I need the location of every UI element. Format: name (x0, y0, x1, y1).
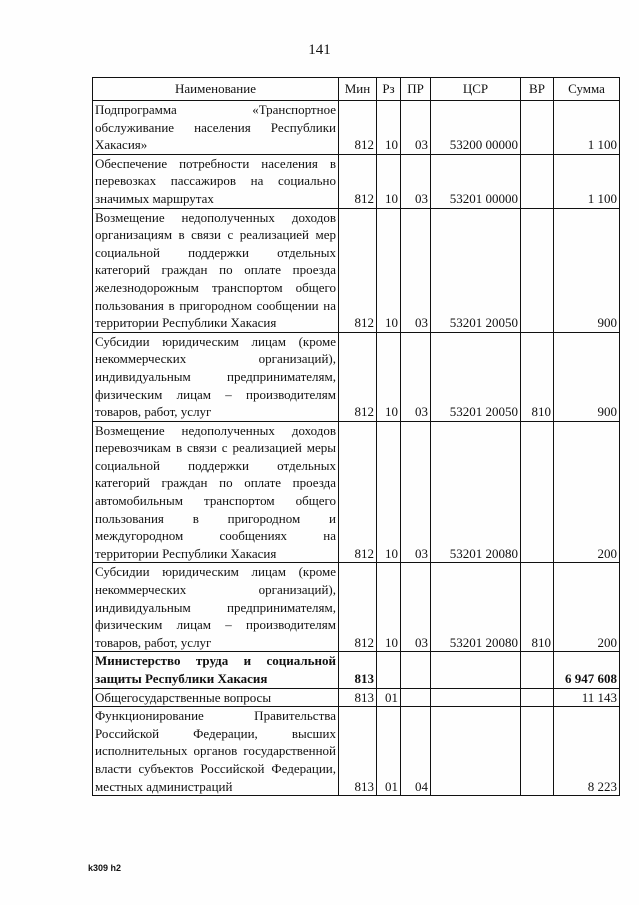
cell-name: Субсидии юридическим лицам (кроме некоммерческих организаций), индивидуальным предпринимателям, физическим лицам – производителям товаров, работ, услуг (93, 332, 339, 421)
table-row (93, 101, 620, 155)
table-row (93, 208, 620, 332)
cell-rz: 10 (377, 563, 401, 652)
cell-min: 812 (339, 332, 377, 421)
cell-name: Функционирование Правительства Российской Федерации, высших исполнительных органов государственной власти субъектов Российской Федерации, местных администраций (93, 707, 339, 796)
cell-sum: 200 (554, 421, 620, 563)
cell-vr: 810 (521, 332, 554, 421)
cell-name: Подпрограмма «Транспортное обслуживание населения Республики Хакасия» (93, 101, 339, 155)
table-row (93, 332, 620, 421)
cell-vr (521, 208, 554, 332)
cell-min: 812 (339, 154, 377, 208)
cell-min: 812 (339, 421, 377, 563)
header-sum: Сумма (554, 78, 620, 101)
cell-name: Субсидии юридическим лицам (кроме некоммерческих организаций), индивидуальным предпринимателям, физическим лицам – производителям товаров, работ, услуг (93, 563, 339, 652)
cell-min: 812 (339, 563, 377, 652)
cell-min: 813 (339, 652, 377, 688)
table-row (93, 563, 620, 652)
cell-csr: 53201 00000 (431, 154, 521, 208)
cell-csr (431, 707, 521, 796)
cell-csr: 53201 20080 (431, 563, 521, 652)
budget-table (92, 77, 620, 796)
header-min: Мин (339, 78, 377, 101)
cell-pr: 03 (401, 101, 431, 155)
cell-rz (377, 652, 401, 688)
cell-pr: 04 (401, 707, 431, 796)
cell-sum: 900 (554, 208, 620, 332)
cell-name: Обеспечение потребности населения в перевозках пассажиров на социально значимых маршрутах (93, 154, 339, 208)
cell-vr (521, 101, 554, 155)
cell-rz: 10 (377, 101, 401, 155)
cell-name: Возмещение недополученных доходов организациям в связи с реализацией мер социальной поддержки отдельных категорий граждан по оплате проезда железнодорожным транспортом общего пользования в пригородном сообщении на территории Республики Хакасия (93, 208, 339, 332)
cell-pr: 03 (401, 421, 431, 563)
cell-min: 812 (339, 101, 377, 155)
header-rz: Рз (377, 78, 401, 101)
cell-vr (521, 707, 554, 796)
page-number: 141 (308, 42, 331, 58)
cell-pr: 03 (401, 208, 431, 332)
cell-csr: 53201 20050 (431, 332, 521, 421)
cell-pr: 03 (401, 154, 431, 208)
cell-rz: 10 (377, 421, 401, 563)
cell-csr (431, 688, 521, 707)
cell-vr (521, 421, 554, 563)
cell-min: 813 (339, 688, 377, 707)
header-pr: ПР (401, 78, 431, 101)
table-row (93, 421, 620, 563)
table-row (93, 707, 620, 796)
cell-vr (521, 154, 554, 208)
cell-sum: 11 143 (554, 688, 620, 707)
cell-min: 812 (339, 208, 377, 332)
table-row (93, 154, 620, 208)
cell-csr (431, 652, 521, 688)
footer-code: k309 h2 (88, 863, 122, 873)
cell-rz: 10 (377, 154, 401, 208)
cell-csr: 53201 20050 (431, 208, 521, 332)
cell-rz: 10 (377, 208, 401, 332)
header-csr: ЦСР (431, 78, 521, 101)
cell-vr (521, 652, 554, 688)
cell-sum: 1 100 (554, 154, 620, 208)
cell-pr: 03 (401, 563, 431, 652)
cell-sum: 200 (554, 563, 620, 652)
cell-sum: 8 223 (554, 707, 620, 796)
cell-min: 813 (339, 707, 377, 796)
table-row (93, 688, 620, 707)
table-row (93, 652, 620, 688)
cell-rz: 01 (377, 707, 401, 796)
cell-csr: 53200 00000 (431, 101, 521, 155)
cell-vr (521, 688, 554, 707)
cell-sum: 6 947 608 (554, 652, 620, 688)
cell-vr: 810 (521, 563, 554, 652)
header-name: Наименование (93, 78, 339, 101)
cell-pr: 03 (401, 332, 431, 421)
table-body (93, 101, 620, 796)
cell-rz: 01 (377, 688, 401, 707)
cell-name: Возмещение недополученных доходов перевозчикам в связи с реализацией меры социальной поддержки отдельных категорий граждан по оплате проезда автомобильным транспортом общего пользования в пригородном и междугородном сообщениях на территории Республики Хакасия (93, 421, 339, 563)
cell-name: Общегосударственные вопросы (93, 688, 339, 707)
cell-rz: 10 (377, 332, 401, 421)
cell-csr: 53201 20080 (431, 421, 521, 563)
cell-sum: 1 100 (554, 101, 620, 155)
cell-sum: 900 (554, 332, 620, 421)
cell-pr (401, 652, 431, 688)
table-header-row (93, 78, 620, 101)
header-vr: ВР (521, 78, 554, 101)
cell-pr (401, 688, 431, 707)
cell-name: Министерство труда и социальной защиты Республики Хакасия (93, 652, 339, 688)
